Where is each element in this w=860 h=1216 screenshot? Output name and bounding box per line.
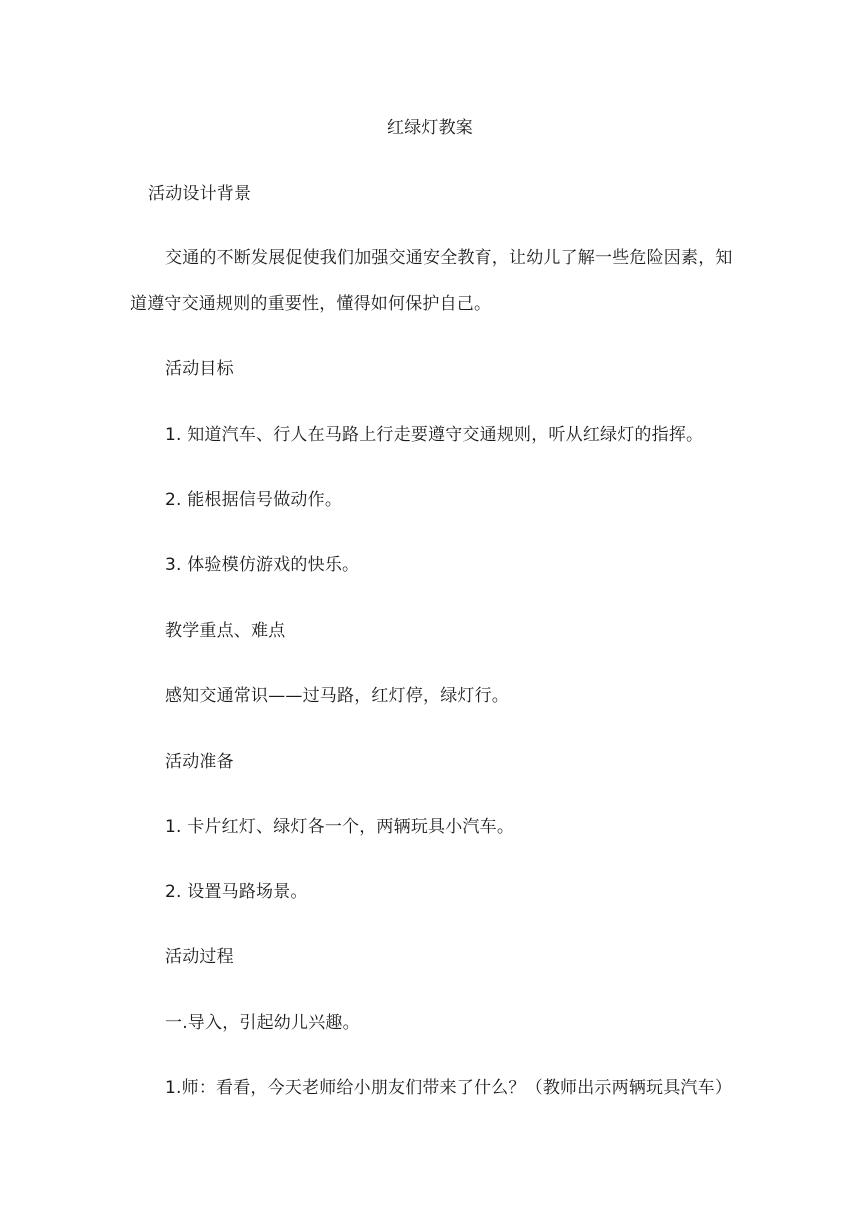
goal-item: 3. 体验模仿游戏的快乐。: [165, 555, 360, 575]
key-points-text: 感知交通常识——过马路，红灯停，绿灯行。: [165, 686, 509, 706]
preparation-item: 1. 卡片红灯、绿灯各一个，两辆玩具小汽车。: [165, 817, 515, 837]
goal-item: 1. 知道汽车、行人在马路上行走要遵守交通规则，听从红绿灯的指挥。: [165, 425, 704, 445]
background-heading: 活动设计背景: [148, 184, 252, 204]
process-step: 一.导入，引起幼儿兴趣。: [165, 1013, 360, 1033]
key-points-heading: 教学重点、难点: [165, 621, 286, 641]
background-paragraph-line1: 交通的不断发展促使我们加强交通安全教育，让幼儿了解一些危险因素，知: [165, 248, 733, 268]
goals-heading: 活动目标: [165, 359, 234, 379]
preparation-heading: 活动准备: [165, 752, 234, 772]
preparation-item: 2. 设置马路场景。: [165, 882, 308, 902]
document-title: 红绿灯教案: [387, 118, 473, 138]
process-heading: 活动过程: [165, 947, 234, 967]
goal-item: 2. 能根据信号做动作。: [165, 490, 343, 510]
process-item: 1.师：看看，今天老师给小朋友们带来了什么？（教师出示两辆玩具汽车）: [165, 1078, 733, 1098]
background-paragraph-line2: 道遵守交通规则的重要性，懂得如何保护自己。: [130, 294, 492, 314]
